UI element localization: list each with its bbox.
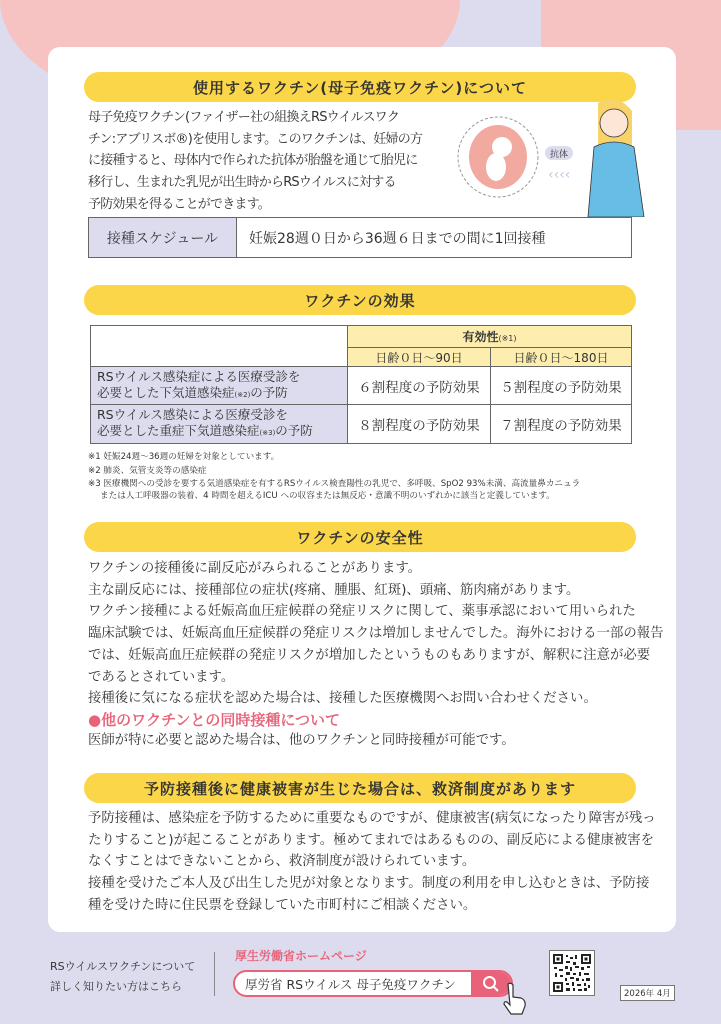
simultaneous-vaccination-heading: ●他のワクチンとの同時接種について — [88, 711, 341, 729]
footnote: ※1 妊娠24週～36週の妊婦を対象としています。 — [88, 452, 280, 462]
text-line: 主な副反応には、接種部位の症状(疼痛、腫脹、紅斑)、頭痛、筋肉痛があります。 — [88, 582, 580, 598]
footer-lead-line: RSウイルスワクチンについて — [50, 960, 196, 973]
qr-code[interactable] — [549, 950, 595, 996]
footnote: ※3 医療機関への受診を要する気道感染症を有するRSウイルス検査陽性の乳児で、多呼吸、SpO2 93%未満、高流量鼻カニュラ — [88, 479, 581, 489]
text-line: に接種すると、母体内で作られた抗体が胎盤を通じて胎児に — [88, 153, 418, 169]
footnote-ref: (※3) — [259, 429, 276, 437]
text-line: 種を受けた時に住民票を登録していた市町村にご相談ください。 — [88, 897, 477, 913]
footnote: または人工呼吸器の装着、4 時間を超えるICU への収容または無反応・意識不明のいずれかに該当と定義しています。 — [100, 491, 555, 501]
efficacy-value: ７割程度の予防効果 — [491, 405, 632, 444]
row-label-text: 必要とした重症下気道感染症 — [97, 423, 260, 438]
search-box[interactable] — [233, 970, 513, 997]
text-line: 母子免疫ワクチン(ファイザー社の組換えRSウイルスワク — [88, 110, 400, 125]
efficacy-value: ８割程度の予防効果 — [348, 405, 491, 444]
table-row — [91, 367, 632, 405]
divider — [214, 952, 215, 996]
issue-date: 2026年 4月 — [620, 985, 675, 1001]
section-header-vaccine: 使用するワクチン(母子免疫ワクチン)について — [84, 72, 636, 102]
text-line: ワクチンの接種後に副反応がみられることがあります。 — [88, 561, 422, 576]
footnote-ref: (※2) — [234, 390, 251, 399]
text-line: チン:アブリスボ®)を使用します。このワクチンは、妊婦の方 — [88, 131, 423, 147]
text-line: では、妊娠高血圧症候群の発症リスクが増加したというものもありますが、解釈に注意が必要 — [88, 647, 651, 663]
row-label-text: の予防 — [275, 423, 313, 438]
text-line: 予防効果を得ることができます。 — [88, 196, 270, 212]
row-label-text: 必要とした下気道感染症 — [97, 384, 235, 400]
column-header: 日齢０日～90日 — [348, 348, 491, 367]
vaccine-description — [88, 107, 422, 216]
row-label-text: RSウイルス感染による医療受診を — [97, 407, 288, 422]
qr-code-icon — [553, 954, 591, 992]
efficacy-value: ６割程度の予防効果 — [348, 367, 491, 405]
search-icon — [482, 975, 500, 993]
efficacy-group-header — [348, 326, 632, 348]
schedule-label: 接種スケジュール — [89, 218, 237, 258]
text-line: なくすことはできないことから、救済制度が設けられています。 — [88, 854, 476, 870]
safety-text — [88, 558, 664, 710]
footer-lead-line: 詳しく知りたい方はこちら — [50, 980, 182, 993]
mhlw-homepage-label: 厚生労働省ホームページ — [235, 949, 367, 963]
row-label — [91, 367, 348, 405]
footnote-ref: (※1) — [498, 334, 517, 343]
footer-lead — [50, 957, 195, 997]
simultaneous-vaccination-text: 医師が特に必要と認めた場合は、他のワクチンと同時接種が可能です。 — [88, 733, 515, 748]
text-line: であるとされています。 — [88, 669, 235, 685]
text-line: ワクチン接種による妊娠高血圧症候群の発症リスクに関して、薬事承認において用いられた — [88, 604, 636, 620]
section-header-relief: 予防接種後に健康被害が生じた場合は、救済制度があります — [84, 773, 636, 803]
relief-text — [88, 808, 656, 917]
section-header-safety: ワクチンの安全性 — [84, 522, 636, 552]
row-label-text: RSウイルス感染症による医療受診を — [97, 368, 301, 384]
group-header-text: 有効性 — [462, 330, 499, 344]
efficacy-value: ５割程度の予防効果 — [491, 367, 632, 405]
text-line: 接種を受けたご本人及び出生した児が対象となります。制度の利用を申し込むときは、予防接 — [88, 876, 650, 892]
column-header: 日齢０日～180日 — [491, 348, 632, 367]
footnote: ※2 肺炎、気管支炎等の感染症 — [88, 466, 207, 476]
row-label-text: の予防 — [250, 384, 288, 400]
section-header-efficacy: ワクチンの効果 — [84, 285, 636, 315]
table-row — [91, 405, 632, 444]
svg-text:‹‹‹‹: ‹‹‹‹ — [548, 167, 571, 183]
text-line: 予防接種は、感染症を予防するために重要なものですが、健康被害(病気になったり障害が残っ — [88, 811, 656, 826]
empty-header-cell — [91, 326, 348, 367]
row-label — [91, 405, 348, 444]
text-line: 移行し、生まれた乳児が出生時からRSウイルスに対する — [88, 175, 396, 191]
text-line: たりすること)が起こることがあります。極めてまれではあるものの、副反応による健康被害を — [88, 832, 655, 848]
efficacy-table — [90, 325, 632, 444]
text-line: 臨床試験では、妊娠高血圧症候群の発症リスクは増加しませんでした。海外における一部の報告 — [88, 626, 664, 642]
text-line: 接種後に気になる症状を認めた場合は、接種した医療機関へお問い合わせください。 — [88, 691, 597, 707]
antibody-label: 抗体 — [549, 150, 569, 160]
pointer-hand-icon — [500, 982, 530, 1016]
pregnant-woman-illustration — [452, 95, 648, 217]
search-query[interactable]: 厚労省 RSウイルス 母子免疫ワクチン — [245, 976, 456, 992]
schedule-value: 妊娠28週０日から36週６日までの間に1回接種 — [237, 218, 632, 258]
schedule-table — [88, 217, 632, 258]
